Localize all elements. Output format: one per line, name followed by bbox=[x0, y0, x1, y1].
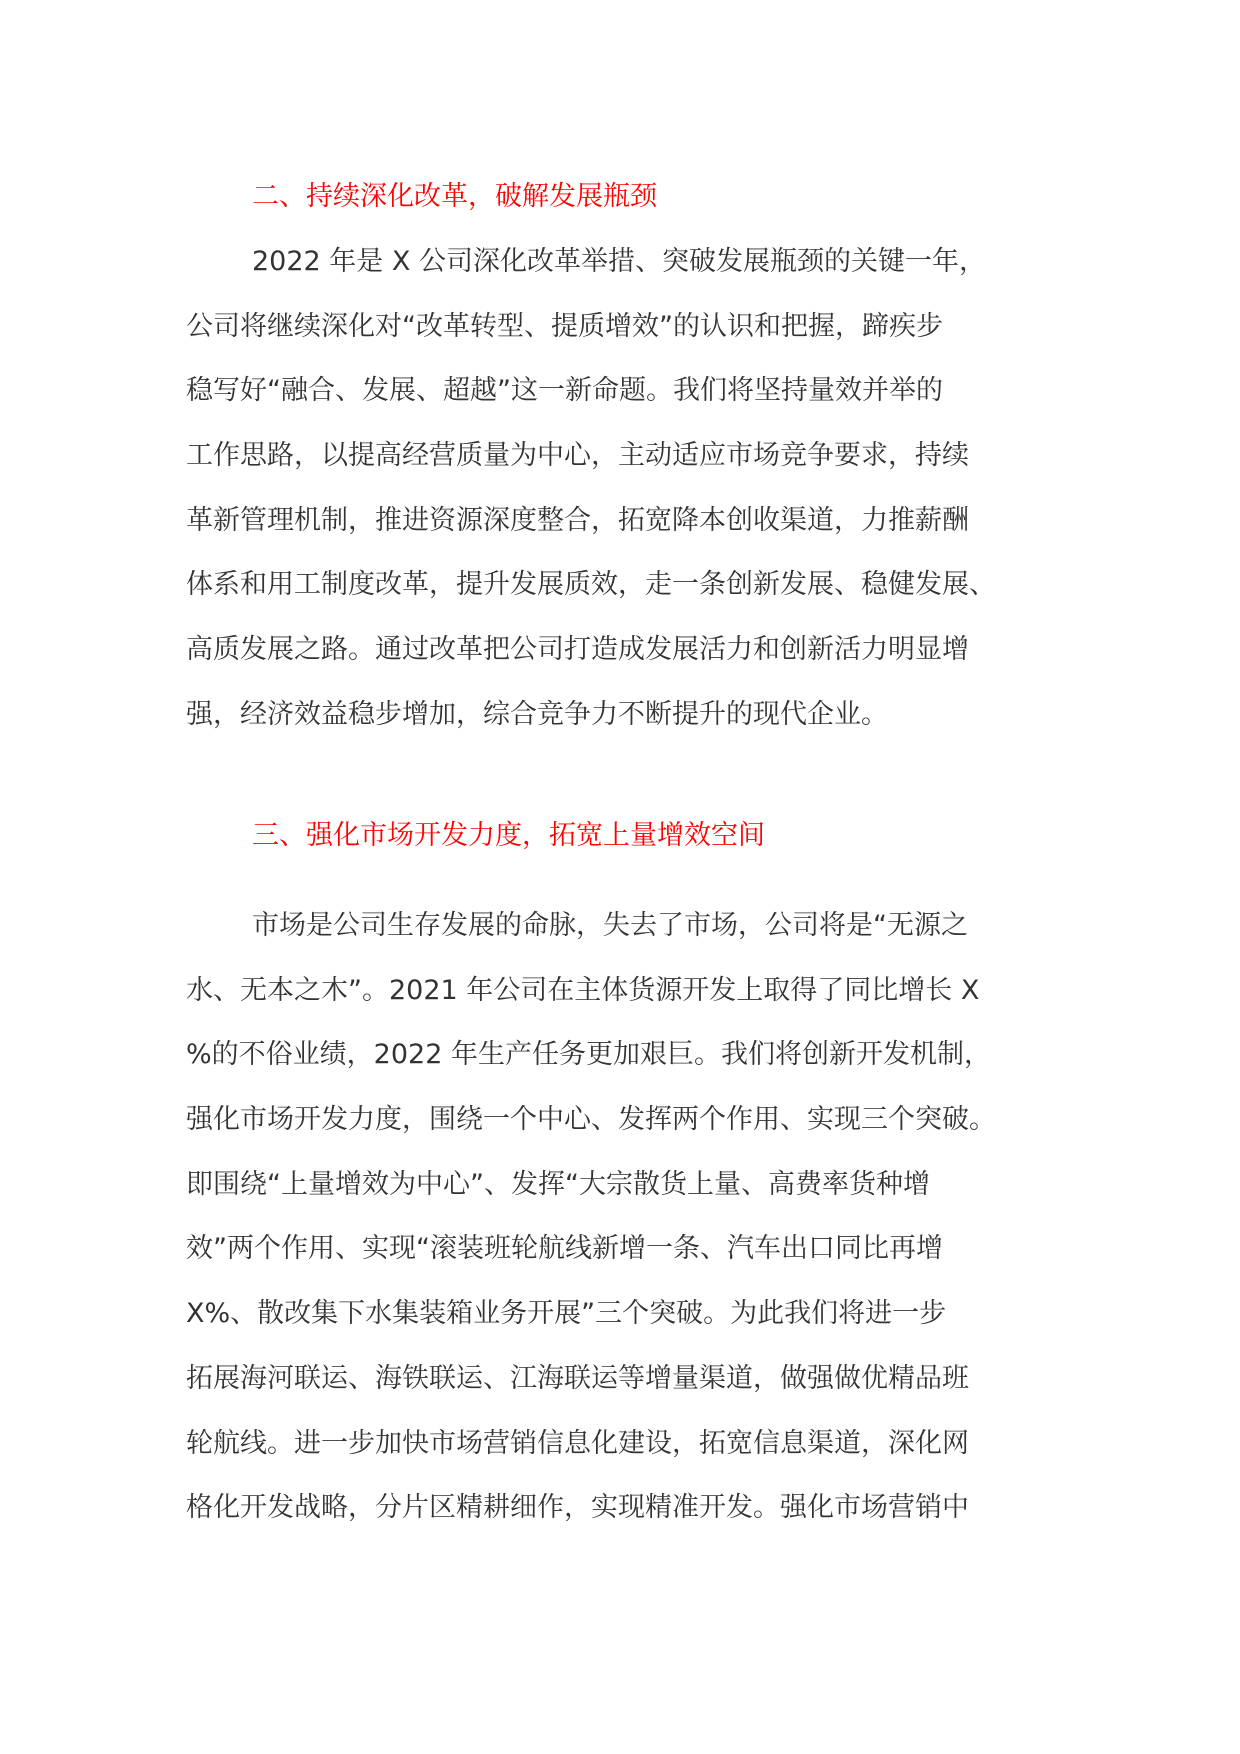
text-line: 体系和用工制度改革，提升发展质效，走一条创新发展、稳健发展、 bbox=[186, 569, 996, 601]
paragraph-2 bbox=[186, 242, 1076, 760]
text-line: 轮航线。进一步加快市场营销信息化建设，拓宽信息渠道，深化网 bbox=[186, 1427, 969, 1459]
text-line: %的不俗业绩，2022 年生产任务更加艰巨。我们将创新开发机制， bbox=[186, 1039, 991, 1071]
text-line: 强，经济效益稳步增加，综合竞争力不断提升的现代企业。 bbox=[186, 698, 888, 730]
text-line: 拓展海河联运、海铁联运、江海联运等增量渠道，做强做优精品班 bbox=[186, 1362, 969, 1394]
text-line: 稳写好“融合、发展、超越”这一新命题。我们将坚持量效并举的 bbox=[186, 375, 943, 407]
text-line: 市场是公司生存发展的命脉，失去了市场，公司将是“无源之 bbox=[252, 910, 968, 941]
paragraph-3 bbox=[186, 906, 1076, 1553]
section-heading-3: 三、强化市场开发力度，拓宽上量增效空间 bbox=[252, 820, 765, 851]
text-line: 2022 年是 X 公司深化改革举措、突破发展瓶颈的关键一年， bbox=[252, 246, 986, 277]
text-line: 水、无本之木”。2021 年公司在主体货源开发上取得了同比增长 X bbox=[186, 974, 980, 1006]
text-line: 即围绕“上量增效为中心”、发挥“大宗散货上量、高费率货种增 bbox=[186, 1168, 930, 1200]
text-line: 格化开发战略，分片区精耕细作，实现精准开发。强化市场营销中 bbox=[186, 1492, 969, 1524]
text-line: 强化市场开发力度，围绕一个中心、发挥两个作用、实现三个突破。 bbox=[186, 1104, 996, 1136]
text-line: 效”两个作用、实现“滚装班轮航线新增一条、汽车出口同比再增 bbox=[186, 1233, 943, 1265]
text-line: 革新管理机制，推进资源深度整合，拓宽降本创收渠道，力推薪酬 bbox=[186, 504, 969, 536]
text-line: X%、散改集下水集装箱业务开展”三个突破。为此我们将进一步 bbox=[186, 1298, 947, 1330]
text-line: 公司将继续深化对“改革转型、提质增效”的认识和把握，蹄疾步 bbox=[186, 310, 943, 342]
text-line: 工作思路，以提高经营质量为中心，主动适应市场竞争要求，持续 bbox=[186, 440, 969, 472]
text-line: 高质发展之路。通过改革把公司打造成发展活力和创新活力明显增 bbox=[186, 634, 969, 666]
section-heading-2: 二、持续深化改革，破解发展瓶颈 bbox=[252, 181, 657, 212]
